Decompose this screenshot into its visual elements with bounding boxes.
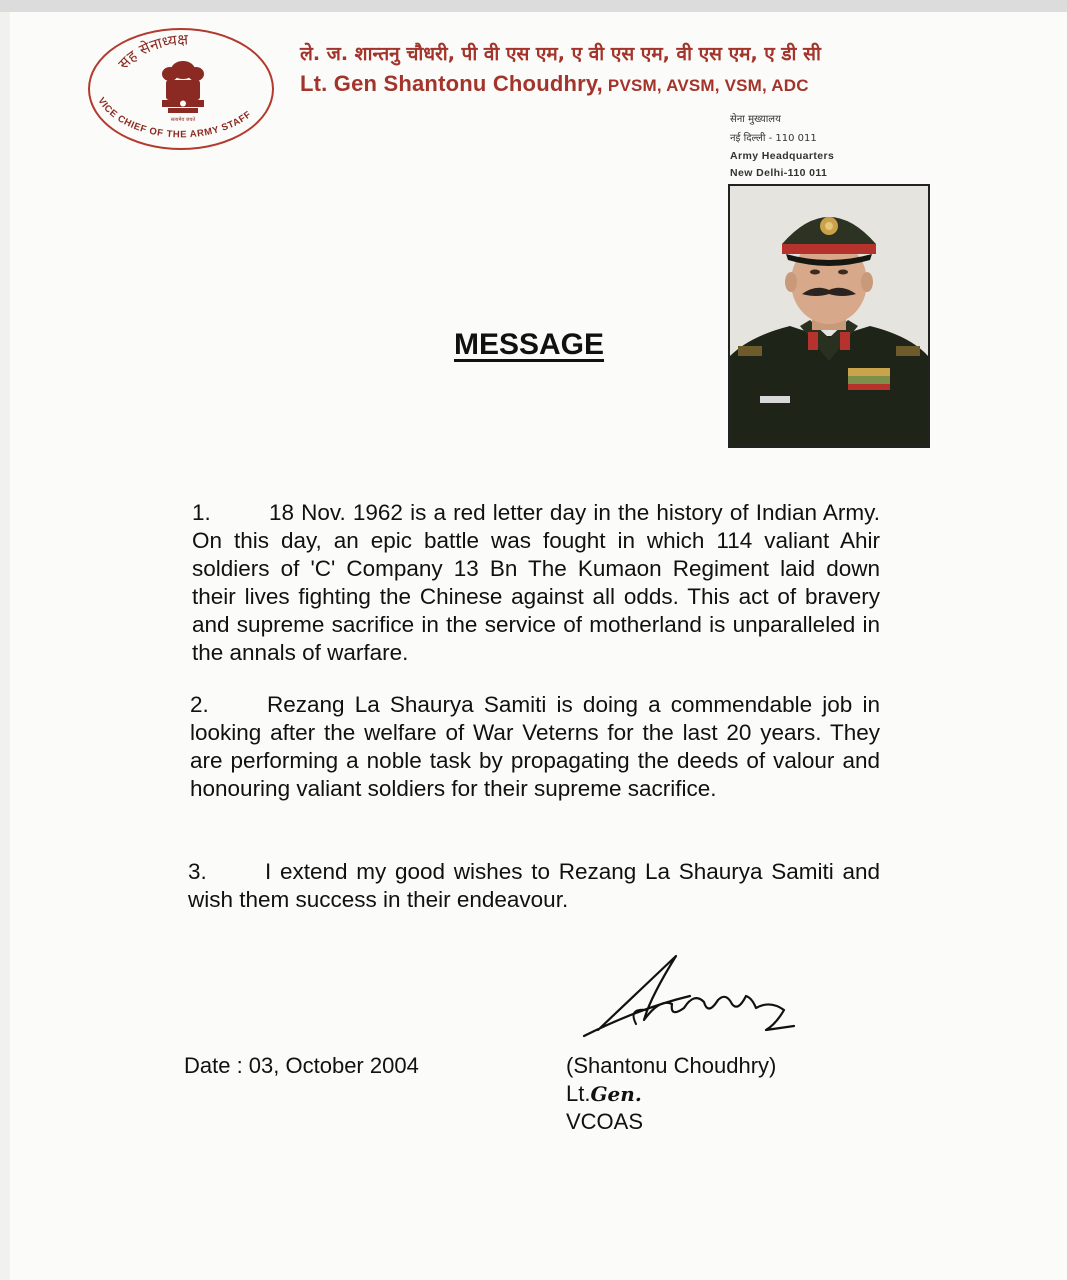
emblem-motto: सत्यमेव जयते — [170, 117, 196, 123]
emblem-arc-bottom-text: VICE CHIEF OF THE ARMY STAFF — [95, 95, 254, 141]
letter-date: Date : 03, October 2004 — [184, 1053, 419, 1078]
paragraph-number: 1. — [192, 500, 211, 525]
lion-capital-icon — [162, 61, 204, 113]
signatory-rank — [566, 1080, 776, 1108]
letterhead-hindi-name: ले. ज. शान्तनु चौधरी, पी वी एस एम, ए वी एस एम, वी एस एम, ए डी सी — [300, 43, 821, 65]
officer-name: Lt. Gen Shantonu Choudhry, — [300, 71, 603, 96]
address-hindi-line-2: नई दिल्ली - 110 011 — [730, 133, 817, 144]
address-english-line-1: Army Headquarters — [730, 150, 835, 162]
signature-block — [566, 1052, 776, 1136]
address-english-line-2: New Delhi-110 011 — [730, 167, 828, 179]
paragraph-number: 2. — [190, 692, 209, 717]
scan-left-edge — [0, 12, 10, 1280]
handwritten-signature — [580, 938, 810, 1048]
paragraph-3 — [188, 858, 880, 914]
scan-top-border — [0, 0, 1067, 12]
message-title: MESSAGE — [454, 328, 605, 361]
paragraph-text: I extend my good wishes to Rezang La Shaurya Samiti and wish them success in their endeavour. — [188, 859, 880, 912]
paragraph-text: Rezang La Shaurya Samiti is doing a commendable job in looking after the welfare of War Veterns for the last 20 years. They are performing a noble task by propagating the deeds of valour and honouring valiant soldiers for their supreme sacrifice. — [190, 692, 880, 801]
officer-portrait-photo — [728, 184, 930, 448]
paragraph-2 — [190, 691, 880, 803]
letterhead-english-name — [300, 71, 809, 97]
address-hindi-line-1: सेना मुख्यालय — [730, 114, 781, 125]
officer-decorations: PVSM, AVSM, VSM, ADC — [602, 76, 809, 95]
signatory-name: (Shantonu Choudhry) — [566, 1053, 777, 1078]
signatory-designation: VCOAS — [566, 1109, 644, 1134]
emblem-arc-top-text: सह सेनाध्यक्ष — [114, 30, 189, 73]
vcoas-emblem-seal — [88, 28, 274, 150]
paragraph-number: 3. — [188, 859, 207, 884]
rank-handwritten: Gen. — [590, 1082, 642, 1106]
paragraph-1 — [192, 499, 880, 667]
paragraph-text: 18 Nov. 1962 is a red letter day in the history of Indian Army. On this day, an epic battle was fought in which 114 valiant Ahir soldiers of 'C' Company 13 Bn The Kumaon Regiment laid down their lives fighting the Chinese against all odds. This act of bravery and supreme sacrifice in the service of motherland is unparalleled in the annals of warfare. — [192, 500, 880, 665]
rank-prefix: Lt. — [566, 1081, 591, 1106]
